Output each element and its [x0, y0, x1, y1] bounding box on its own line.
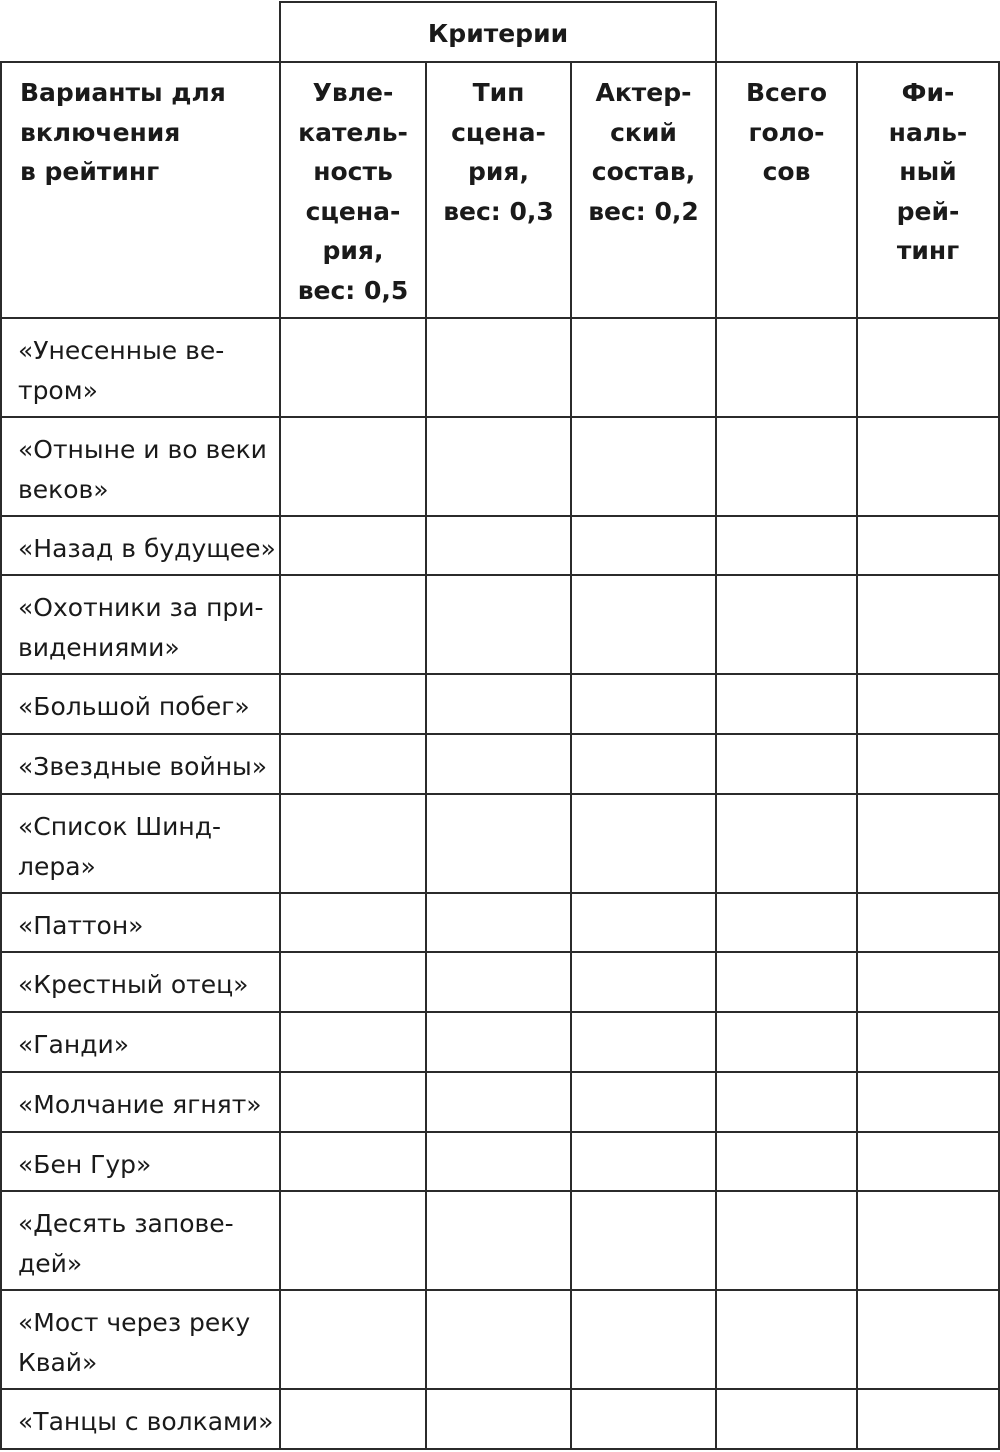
table-row-label: «Назад в будущее»: [18, 534, 276, 563]
table-rule: [0, 1388, 1000, 1390]
table-row-label: «Крестный отец»: [18, 970, 249, 999]
table-rule: [425, 61, 427, 1450]
table-row-label: «Танцы с волками»: [18, 1407, 274, 1436]
table-rule: [280, 1, 717, 3]
table-rule: [0, 793, 1000, 795]
table-rule: [0, 61, 1000, 63]
table-row-label: «Бен Гур»: [18, 1150, 152, 1179]
table-row-label: «Десять запове- дей»: [18, 1209, 234, 1278]
table-row-label: «Отныне и во веки веков»: [18, 435, 267, 504]
table-rule: [0, 1131, 1000, 1133]
table-row-label: «Паттон»: [18, 911, 144, 940]
table-row-label: «Мост через реку Квай»: [18, 1308, 251, 1377]
table-row-label: «Ганди»: [18, 1030, 130, 1059]
column-header-final-rating: Фи- наль- ный рей- тинг: [888, 78, 968, 265]
table-row-label: «Большой побег»: [18, 692, 250, 721]
table-row-label: «Унесенные ве- тром»: [18, 336, 225, 405]
table-rule: [715, 1, 717, 1450]
table-row-label: «Список Шинд- лера»: [18, 812, 222, 881]
table-rule: [0, 673, 1000, 675]
table-rule: [0, 733, 1000, 735]
table-rule: [0, 317, 1000, 319]
column-header-engagement: Увле- катель- ность сцена- рия, вес: 0,5: [297, 78, 409, 305]
table-rule: [0, 416, 1000, 418]
column-header-total-votes: Всего голо- сов: [745, 78, 828, 186]
table-rule: [0, 1071, 1000, 1073]
table-rule: [0, 892, 1000, 894]
table-rule: [0, 1448, 1000, 1450]
column-header-script-type: Тип сцена- рия, вес: 0,3: [443, 78, 554, 226]
table-rule: [0, 951, 1000, 953]
table-rule: [570, 61, 572, 1450]
table-rule: [0, 515, 1000, 517]
table-rule: [0, 61, 2, 1450]
column-header-cast: Актер- ский состав, вес: 0,2: [588, 78, 699, 226]
table-row-label: «Звездные войны»: [18, 752, 268, 781]
table-row-label: «Охотники за при- видениями»: [18, 593, 264, 662]
table-rule: [0, 1289, 1000, 1291]
table-rule: [0, 1011, 1000, 1013]
criteria-group-header: Критерии: [427, 19, 569, 48]
table-row-label: «Молчание ягнят»: [18, 1090, 262, 1119]
table-rule: [0, 574, 1000, 576]
column-header-options: Варианты для включения в рейтинг: [20, 78, 226, 186]
table-rule: [0, 1190, 1000, 1192]
